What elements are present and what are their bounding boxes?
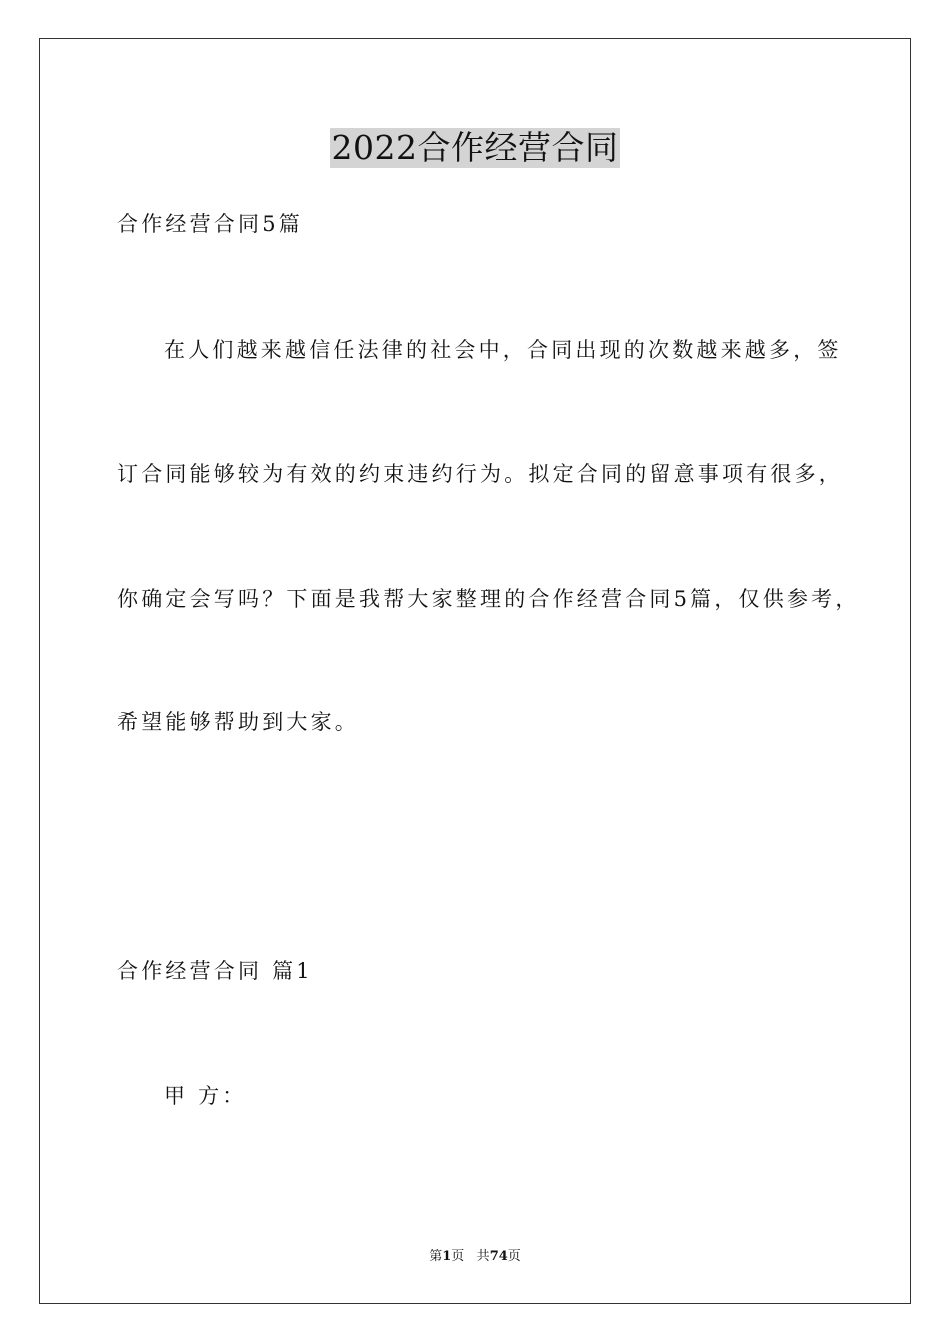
footer-page-word: 页 <box>451 1249 465 1264</box>
page-footer <box>0 1248 950 1266</box>
footer-total-suffix: 页 <box>507 1249 521 1264</box>
intro-paragraph-line-1: 在人们越来越信任法律的社会中，合同出现的次数越来越多，签 <box>164 338 842 362</box>
footer-total-pages: 74 <box>489 1249 508 1264</box>
section-heading: 合作经营合同 篇1 <box>117 959 313 983</box>
document-subtitle: 合作经营合同5篇 <box>117 212 303 236</box>
footer-current-page: 1 <box>442 1249 452 1264</box>
party-a-label: 甲 方： <box>164 1084 247 1108</box>
intro-paragraph-line-3: 你确定会写吗？下面是我帮大家整理的合作经营合同5篇，仅供参考， <box>117 587 860 611</box>
intro-paragraph-line-4: 希望能够帮助到大家。 <box>117 710 359 734</box>
document-title: 2022合作经营合同 <box>331 128 619 167</box>
footer-prefix: 第 <box>429 1249 443 1264</box>
title-container <box>0 128 950 168</box>
footer-total-prefix: 共 <box>476 1249 490 1264</box>
intro-paragraph-line-2: 订合同能够较为有效的约束违约行为。拟定合同的留意事项有很多， <box>117 462 843 486</box>
